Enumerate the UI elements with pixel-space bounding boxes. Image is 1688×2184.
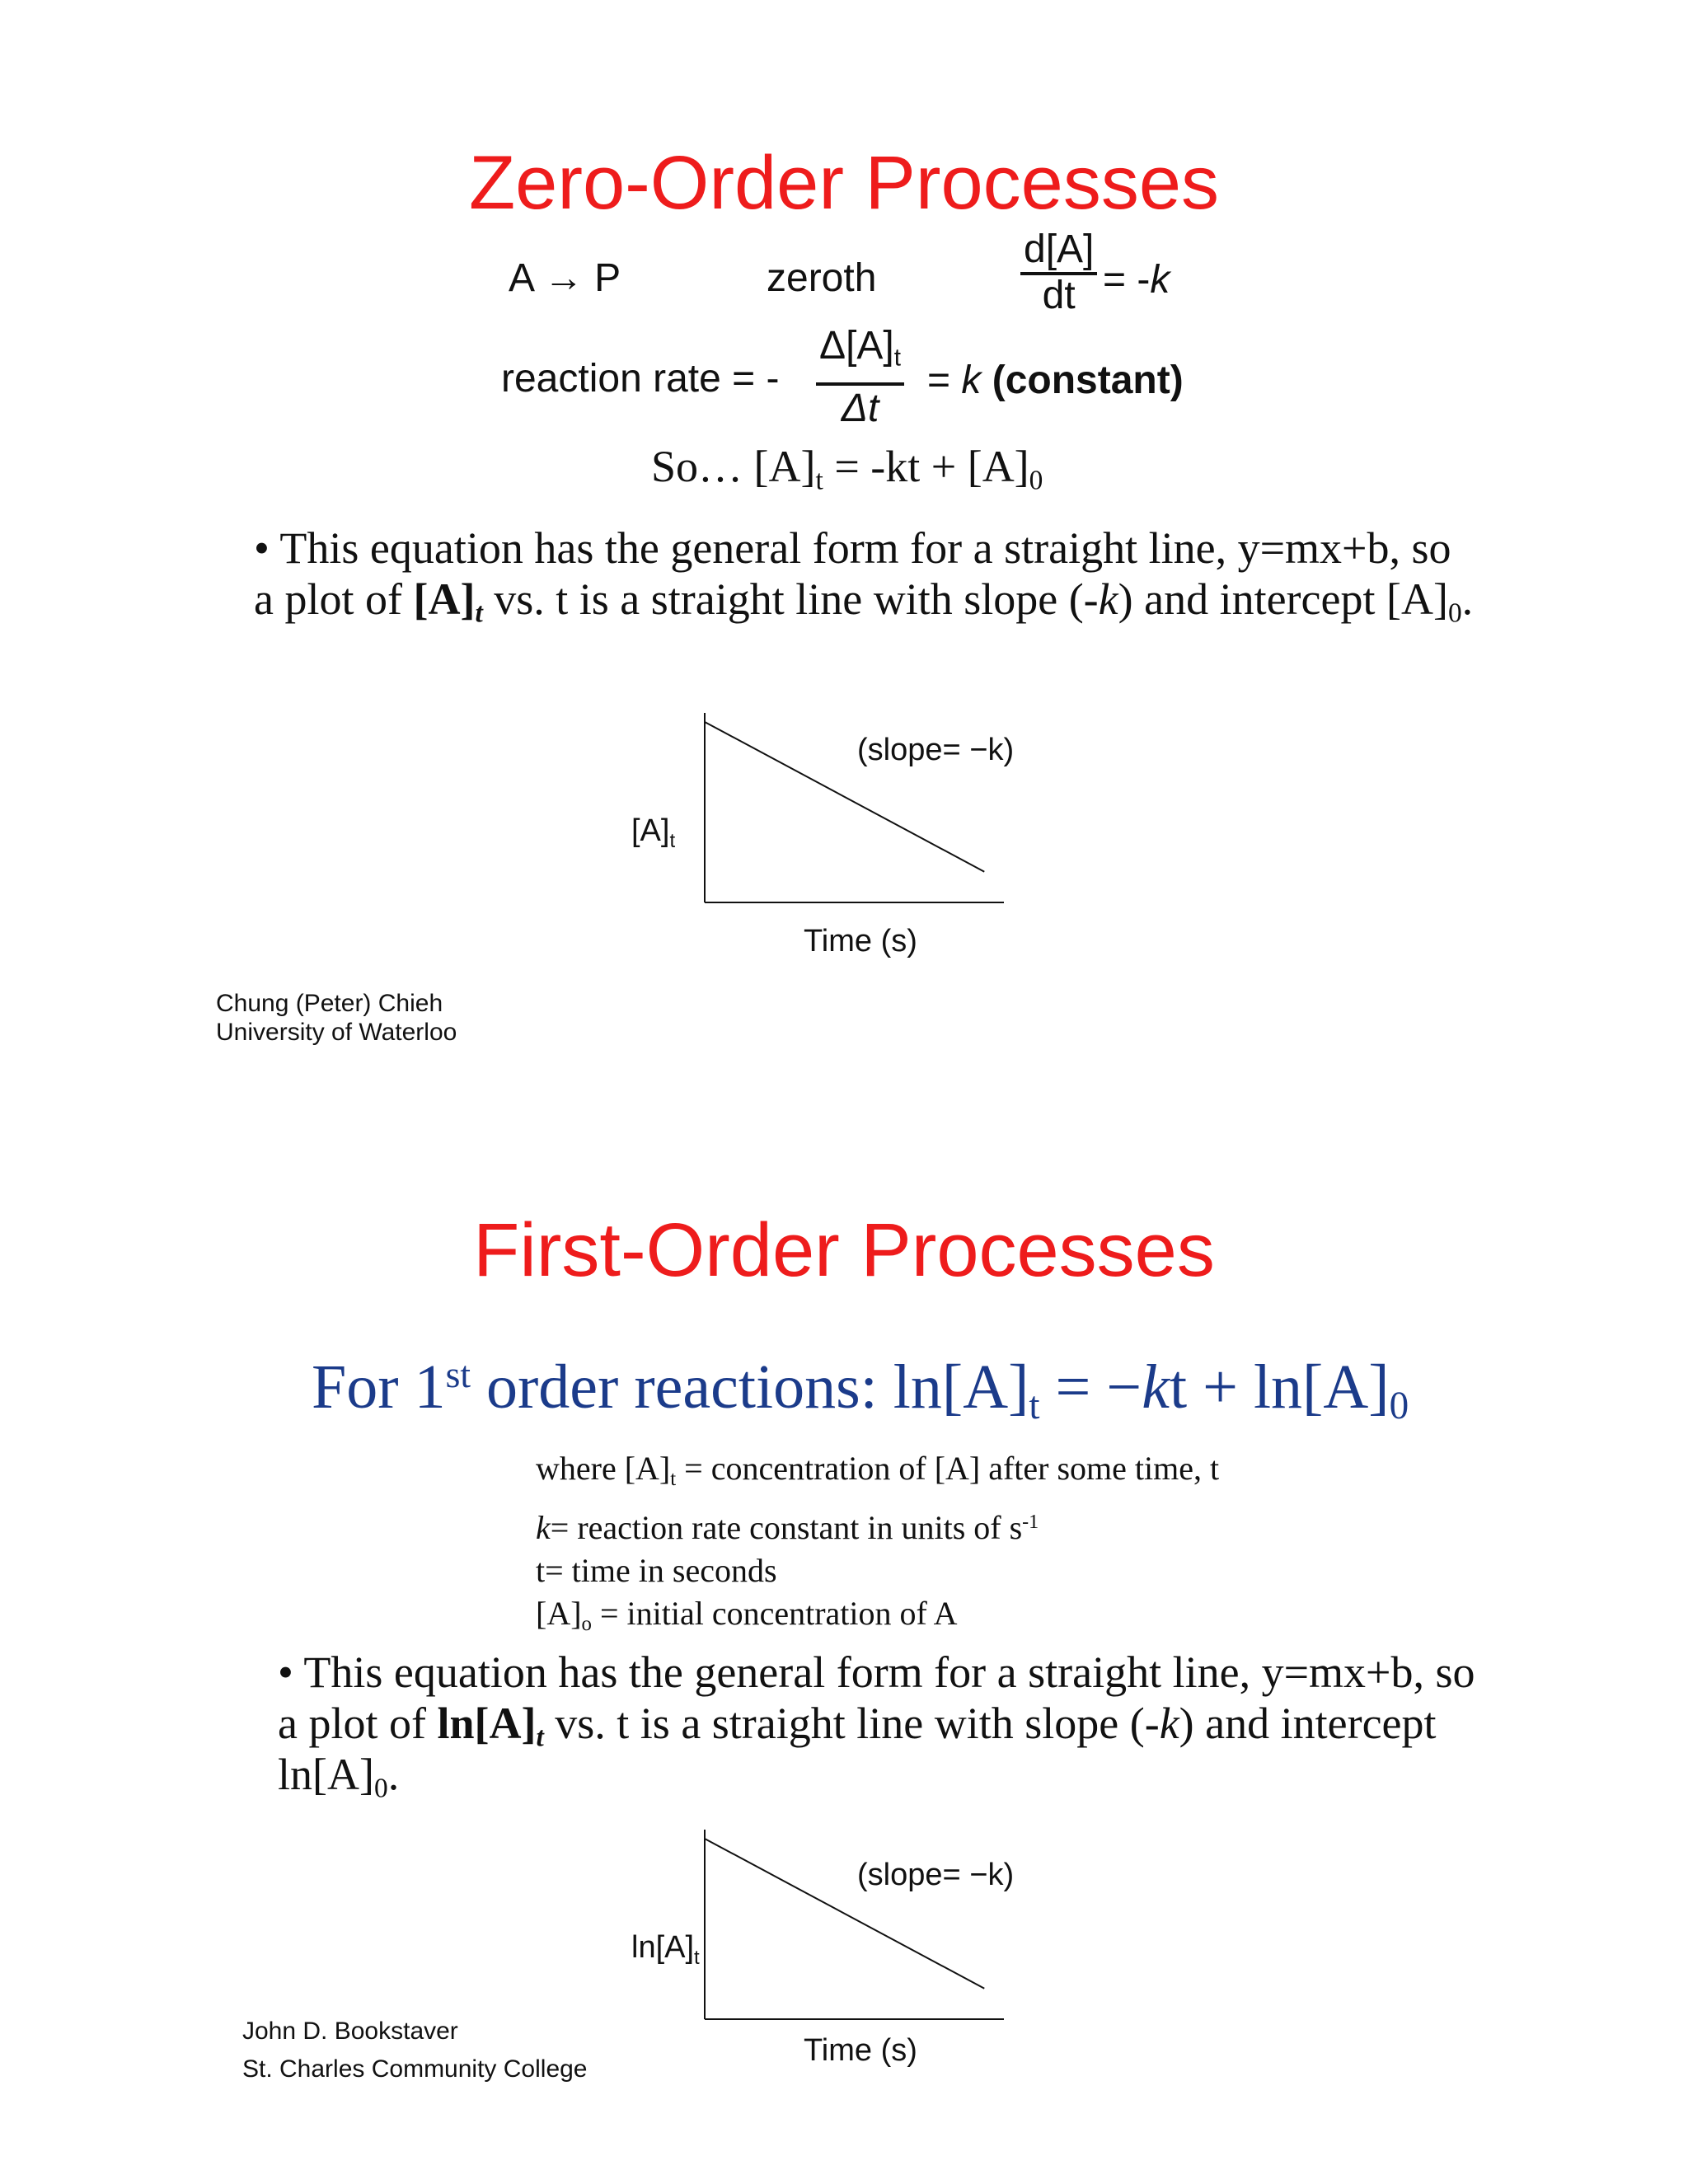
first-order-headline — [312, 1352, 1409, 1428]
legend-item — [536, 1501, 1219, 1549]
legend-3-sub: o — [581, 1613, 592, 1636]
rate-law-rhs — [1103, 257, 1170, 302]
zero-credit — [216, 989, 457, 1047]
first-bullet-bold: ln[A] — [437, 1699, 537, 1748]
zero-credit-org: University of Waterloo — [216, 1019, 457, 1046]
zero-y-label: $[A]_t$ — [631, 813, 676, 852]
first-bullet-line2 — [278, 1698, 1437, 1763]
rate-law-equals: = - — [1103, 258, 1151, 302]
so-line-sub: t — [815, 465, 823, 496]
first-order-graph — [610, 1817, 1039, 2089]
headline-text-b: order reactions: ln[A] — [471, 1352, 1029, 1422]
first-order-title: First-Order Processes — [473, 1208, 1215, 1292]
zero-bullet-line2 — [254, 574, 1473, 639]
delta-denominator — [816, 386, 904, 432]
delta-numerator-sub: t — [893, 344, 902, 372]
rate-eq-constant: (constant) — [981, 359, 1184, 402]
rate-eq-prefix: = — [927, 359, 962, 402]
legend-1-k: k — [536, 1509, 551, 1547]
reaction-rate-label: reaction rate = - — [501, 357, 780, 401]
rate-eq-k: k — [961, 359, 982, 402]
first-bullet-text-a: a plot of — [278, 1699, 438, 1748]
so-line-sub0: 0 — [1029, 465, 1043, 496]
delta-numerator — [816, 323, 904, 386]
legend-item — [536, 1549, 1219, 1592]
order-word: zeroth — [767, 256, 877, 300]
delta-fraction — [816, 323, 904, 432]
zero-bullet-text-a: a plot of — [254, 574, 414, 624]
legend-item — [536, 1592, 1219, 1646]
first-bullet-line3-text: ln[A] — [278, 1750, 374, 1799]
delta-denominator-text: Δt — [841, 387, 879, 431]
zero-annotation: (slope= −k) — [857, 733, 1015, 767]
delta-numerator-text: Δ[A] — [819, 324, 894, 368]
so-line-text: So… [A] — [651, 442, 816, 491]
headline-text-a: For 1 — [312, 1352, 446, 1422]
first-bullet-k: k — [1159, 1699, 1179, 1748]
reactant-label: A — [509, 256, 533, 300]
legend-0-sub: t — [670, 1467, 677, 1490]
legend-1-sup: -1 — [1022, 1511, 1039, 1533]
first-credit-name: John D. Bookstaver — [242, 2018, 458, 2045]
integrated-rate-law — [651, 441, 1043, 496]
zero-bullet-bold: [A] — [413, 574, 476, 624]
headline-sub: t — [1029, 1385, 1040, 1428]
first-bullet-text-b: vs. t is a straight line with slope (- — [543, 1699, 1160, 1748]
rate-constant-equation — [927, 358, 1184, 403]
legend-2-a: t= time in seconds — [536, 1552, 777, 1590]
reaction-arrow: → — [543, 256, 584, 300]
legend-item — [536, 1447, 1219, 1501]
variable-legend — [536, 1447, 1219, 1646]
zero-order-graph — [610, 701, 1039, 972]
legend-0-a: where [A] — [536, 1450, 671, 1487]
first-y-label: $\ln[A]_t$ — [631, 1930, 700, 1969]
headline-text-d: t + ln[A] — [1169, 1352, 1390, 1422]
so-line-rest: = -kt + [A] — [823, 442, 1029, 491]
product-label: P — [594, 256, 621, 300]
first-bullet-bold-sub: t — [536, 1722, 544, 1753]
zero-bullet-line1: • This equation has the general form for a straight line, y=mx+b, so — [254, 523, 1451, 573]
headline-sub0: 0 — [1389, 1385, 1409, 1428]
zero-bullet-end: . — [1461, 574, 1474, 624]
headline-k: k — [1142, 1352, 1170, 1422]
legend-1-b: = reaction rate constant in units of s — [550, 1509, 1023, 1547]
first-bullet-text-c: ) and intercept — [1179, 1699, 1437, 1748]
first-credit — [242, 2013, 588, 2088]
rate-law-fraction — [1020, 229, 1097, 316]
zero-x-label: Time (s) — [804, 924, 917, 958]
zero-order-title: Zero-Order Processes — [468, 141, 1220, 225]
legend-3-b: = initial concentration of A — [591, 1595, 958, 1633]
first-bullet-line1: • This equation has the general form for a straight line, y=mx+b, so — [278, 1647, 1475, 1697]
rate-law-k: k — [1150, 258, 1170, 302]
rate-law-denominator: dt — [1042, 274, 1076, 317]
first-x-label: Time (s) — [804, 2033, 917, 2068]
zero-credit-name: Chung (Peter) Chieh — [216, 990, 443, 1017]
reaction-equation — [509, 255, 621, 301]
legend-0-b: = concentration of [A] after some time, t — [676, 1450, 1220, 1487]
first-bullet-line3-end: . — [387, 1750, 400, 1799]
zero-bullet-sub: 0 — [1447, 598, 1462, 629]
zero-bullet-bold-sub: t — [475, 598, 483, 629]
headline-sup: st — [445, 1352, 471, 1395]
first-annotation: (slope= −k) — [857, 1858, 1015, 1892]
zero-bullet-text-b: vs. t is a straight line with slope (- — [482, 574, 1099, 624]
rate-law-numerator: d[A] — [1020, 229, 1097, 275]
zero-bullet-k: k — [1098, 574, 1118, 624]
first-bullet-line3 — [278, 1749, 399, 1814]
legend-3-a: [A] — [536, 1595, 582, 1633]
first-credit-org: St. Charles Community College — [242, 2055, 588, 2083]
zero-bullet-text-c: ) and intercept [A] — [1118, 574, 1448, 624]
first-bullet-line3-sub: 0 — [373, 1773, 388, 1804]
headline-text-c: = − — [1039, 1352, 1142, 1422]
